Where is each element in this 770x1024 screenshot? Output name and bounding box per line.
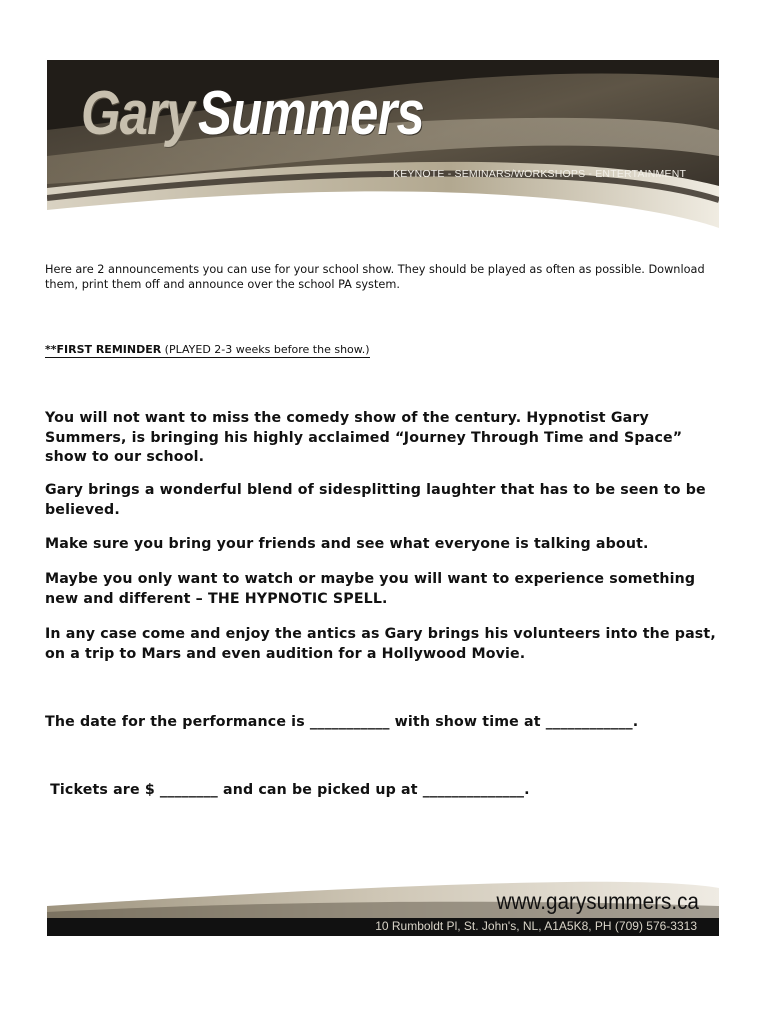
first-reminder-heading xyxy=(45,343,370,358)
announcement-paragraph-1: You will not want to miss the comedy show of the century. Hypnotist Gary Summers, is bringing his highly acclaimed “Journey Through Time and Space” show to our school. xyxy=(45,410,683,465)
performance-date-line: The date for the performance is ___________ with show time at ____________. xyxy=(45,714,639,730)
announcement-paragraph-5: In any case come and enjoy the antics as Gary brings his volunteers into the past, on a trip to Mars and even audition for a Hollywood Movie. xyxy=(45,626,716,662)
announcement-paragraph-2: Gary brings a wonderful blend of sidesplitting laughter that has to be seen to be believed. xyxy=(45,482,706,518)
logo-first-name: Gary xyxy=(81,79,194,148)
reminder-label: **FIRST REMINDER xyxy=(45,343,162,356)
contact-address: 10 Rumboldt Pl, St. John's, NL, A1A5K8, PH (709) 576-3313 xyxy=(375,919,697,933)
logo-last-name: Summers xyxy=(198,79,424,148)
footer-banner xyxy=(47,876,719,938)
website-url: www.garysummers.ca xyxy=(496,888,699,914)
announcement-paragraph-4: Maybe you only want to watch or maybe you will want to experience something new and different – THE HYPNOTIC SPELL. xyxy=(45,571,696,607)
tickets-line: Tickets are $ ________ and can be picked up at ______________. xyxy=(45,782,530,798)
intro-paragraph: Here are 2 announcements you can use for your school show. They should be played as often as possible. Download them, print them off and announce over the school PA system. xyxy=(45,263,705,291)
header-banner xyxy=(47,60,719,242)
header-tagline: KEYNOTE - SEMINARS/WORKSHOPS - ENTERTAINMENT xyxy=(393,168,687,180)
reminder-note: (PLAYED 2-3 weeks before the show.) xyxy=(161,343,370,356)
announcement-paragraph-3: Make sure you bring your friends and see what everyone is talking about. xyxy=(45,536,649,552)
